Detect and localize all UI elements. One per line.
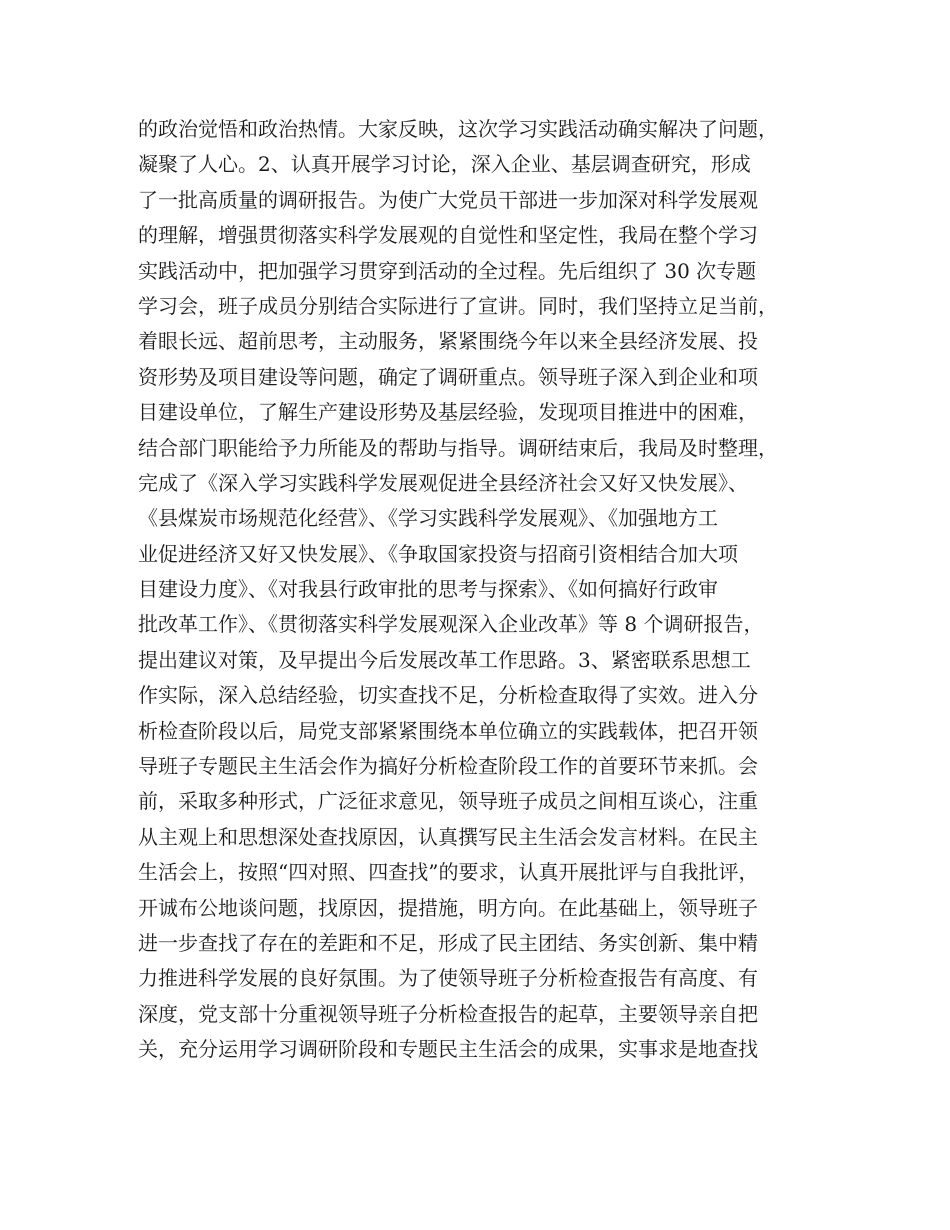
text-line: 从主观上和思想深处查找原因，认真撰写民主生活会发言材料。在民主 — [138, 824, 758, 849]
text-line: 资形势及项目建设等问题，确定了调研重点。领导班子深入到企业和项 — [138, 364, 758, 389]
text-line: 进一步查找了存在的差距和不足，形成了民主团结、务实创新、集中精 — [138, 930, 758, 955]
text-line: 学习会，班子成员分别结合实际进行了宣讲。同时，我们坚持立足当前， — [138, 293, 778, 318]
text-line: 导班子专题民主生活会作为搞好分析检查阶段工作的首要环节来抓。会 — [138, 754, 758, 779]
text-line: 业促进经济又好又快发展》、《争取国家投资与招商引资相结合加大项 — [138, 541, 738, 566]
text-line: 力推进科学发展的良好氛围。为了使领导班子分析检查报告有高度、有 — [138, 966, 758, 991]
text-line: 结合部门职能给予力所能及的帮助与指导。调研结束后，我局及时整理， — [138, 435, 778, 460]
text-line: 前，采取多种形式，广泛征求意见，领导班子成员之间相互谈心，注重 — [138, 789, 758, 814]
text-line: 的政治觉悟和政治热情。大家反映，这次学习实践活动确实解决了问题， — [138, 117, 778, 141]
text-line: 凝聚了人心。2、认真开展学习讨论，深入企业、基层调查研究，形成 — [138, 152, 751, 177]
text-line: 作实际，深入总结经验，切实查找不足，分析检查取得了实效。进入分 — [138, 683, 758, 708]
text-line: 深度，党支部十分重视领导班子分析检查报告的起草，主要领导亲自把 — [138, 1001, 758, 1026]
text-line: 批改革工作》、《贯彻落实科学发展观深入企业改革》等 8 个调研报告， — [138, 612, 764, 637]
text-line: 目建设力度》、《对我县行政审批的思考与探索》、《如何搞好行政审 — [138, 577, 718, 602]
text-line: 了一批高质量的调研报告。为使广大党员干部进一步加深对科学发展观 — [138, 187, 758, 212]
body-text — [138, 112, 828, 1068]
text-line: 实践活动中，把加强学习贯穿到活动的全过程。先后组织了 30 次专题 — [138, 258, 757, 283]
text-line: 开诚布公地谈问题，找原因，提措施，明方向。在此基础上，领导班子 — [138, 895, 758, 920]
text-line: 生活会上，按照“四对照、四查找”的要求，认真开展批评与自我批评， — [138, 860, 759, 885]
text-line: 关，充分运用学习调研阶段和专题民主生活会的成果，实事求是地查找 — [138, 1037, 758, 1062]
text-line: 目建设单位，了解生产建设形势及基层经验，发现项目推进中的困难， — [138, 400, 758, 425]
text-line: 提出建议对策，及早提出今后发展改革工作思路。3、紧密联系思想工 — [138, 647, 751, 672]
text-line: 的理解，增强贯彻落实科学发展观的自觉性和坚定性，我局在整个学习 — [138, 223, 758, 248]
text-line: 着眼长远、超前思考，主动服务，紧紧围绕今年以来全县经济发展、投 — [138, 329, 758, 354]
text-line: 《县煤炭市场规范化经营》、《学习实践科学发展观》、《加强地方工 — [138, 506, 718, 531]
text-line: 析检查阶段以后，局党支部紧紧围绕本单位确立的实践载体，把召开领 — [138, 718, 758, 743]
text-line: 完成了《深入学习实践科学发展观促进全县经济社会又好又快发展》、 — [138, 470, 748, 495]
